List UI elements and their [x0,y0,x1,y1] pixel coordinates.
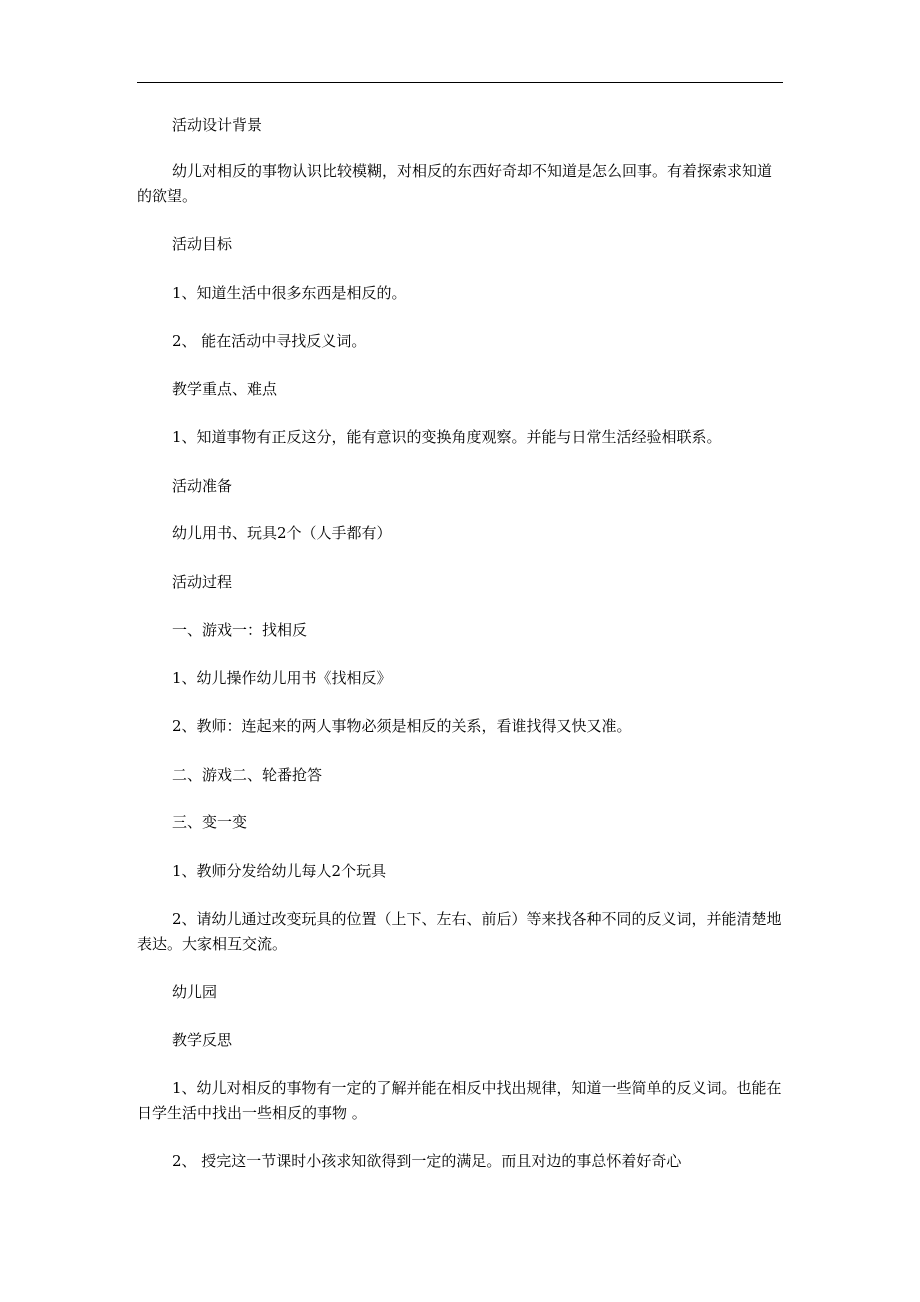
heading-process: 活动过程 [172,573,233,591]
process-change: 三、变一变 [172,813,248,831]
goal-item-1: 1、知道生活中很多东西是相反的。 [172,284,407,302]
process-game-1-step-1: 1、幼儿操作幼儿用书《找相反》 [172,669,392,687]
heading-background: 活动设计背景 [172,116,263,134]
heading-goals: 活动目标 [172,235,233,253]
kindergarten-label: 幼儿园 [172,983,218,1001]
heading-key-points: 教学重点、难点 [172,380,278,398]
process-change-step-1: 1、教师分发给幼儿每人2个玩具 [172,862,387,880]
paragraph-background: 幼儿对相反的事物认识比较模糊，对相反的东西好奇却不知道是怎么回事。有着探索求知道的欲望。 [137,162,773,205]
process-game-1-step-2: 2、教师：连起来的两人事物必须是相反的关系，看谁找得又快又准。 [172,717,632,735]
header-rule [137,82,783,83]
heading-preparation: 活动准备 [172,477,233,495]
process-change-step-2: 2、请幼儿通过改变玩具的位置（上下、左右、前后）等来找各种不同的反义词，并能清楚地表达。大家相互交流。 [137,910,782,953]
preparation-text: 幼儿用书、玩具2个（人手都有） [172,524,392,542]
process-game-2: 二、游戏二、轮番抢答 [172,766,323,784]
reflection-item-1: 1、幼儿对相反的事物有一定的了解并能在相反中找出规律，知道一些简单的反义词。也能在日学生活中找出一些相反的事物 。 [137,1079,782,1122]
key-point-item-1: 1、知道事物有正反这分，能有意识的变换角度观察。并能与日常生活经验相联系。 [172,428,722,446]
goal-item-2: 2、 能在活动中寻找反义词。 [172,332,367,350]
heading-reflection: 教学反思 [172,1031,233,1049]
process-game-1: 一、游戏一：找相反 [172,621,308,639]
reflection-item-2: 2、 授完这一节课时小孩求知欲得到一定的满足。而且对边的事总怀着好奇心 [172,1152,682,1170]
